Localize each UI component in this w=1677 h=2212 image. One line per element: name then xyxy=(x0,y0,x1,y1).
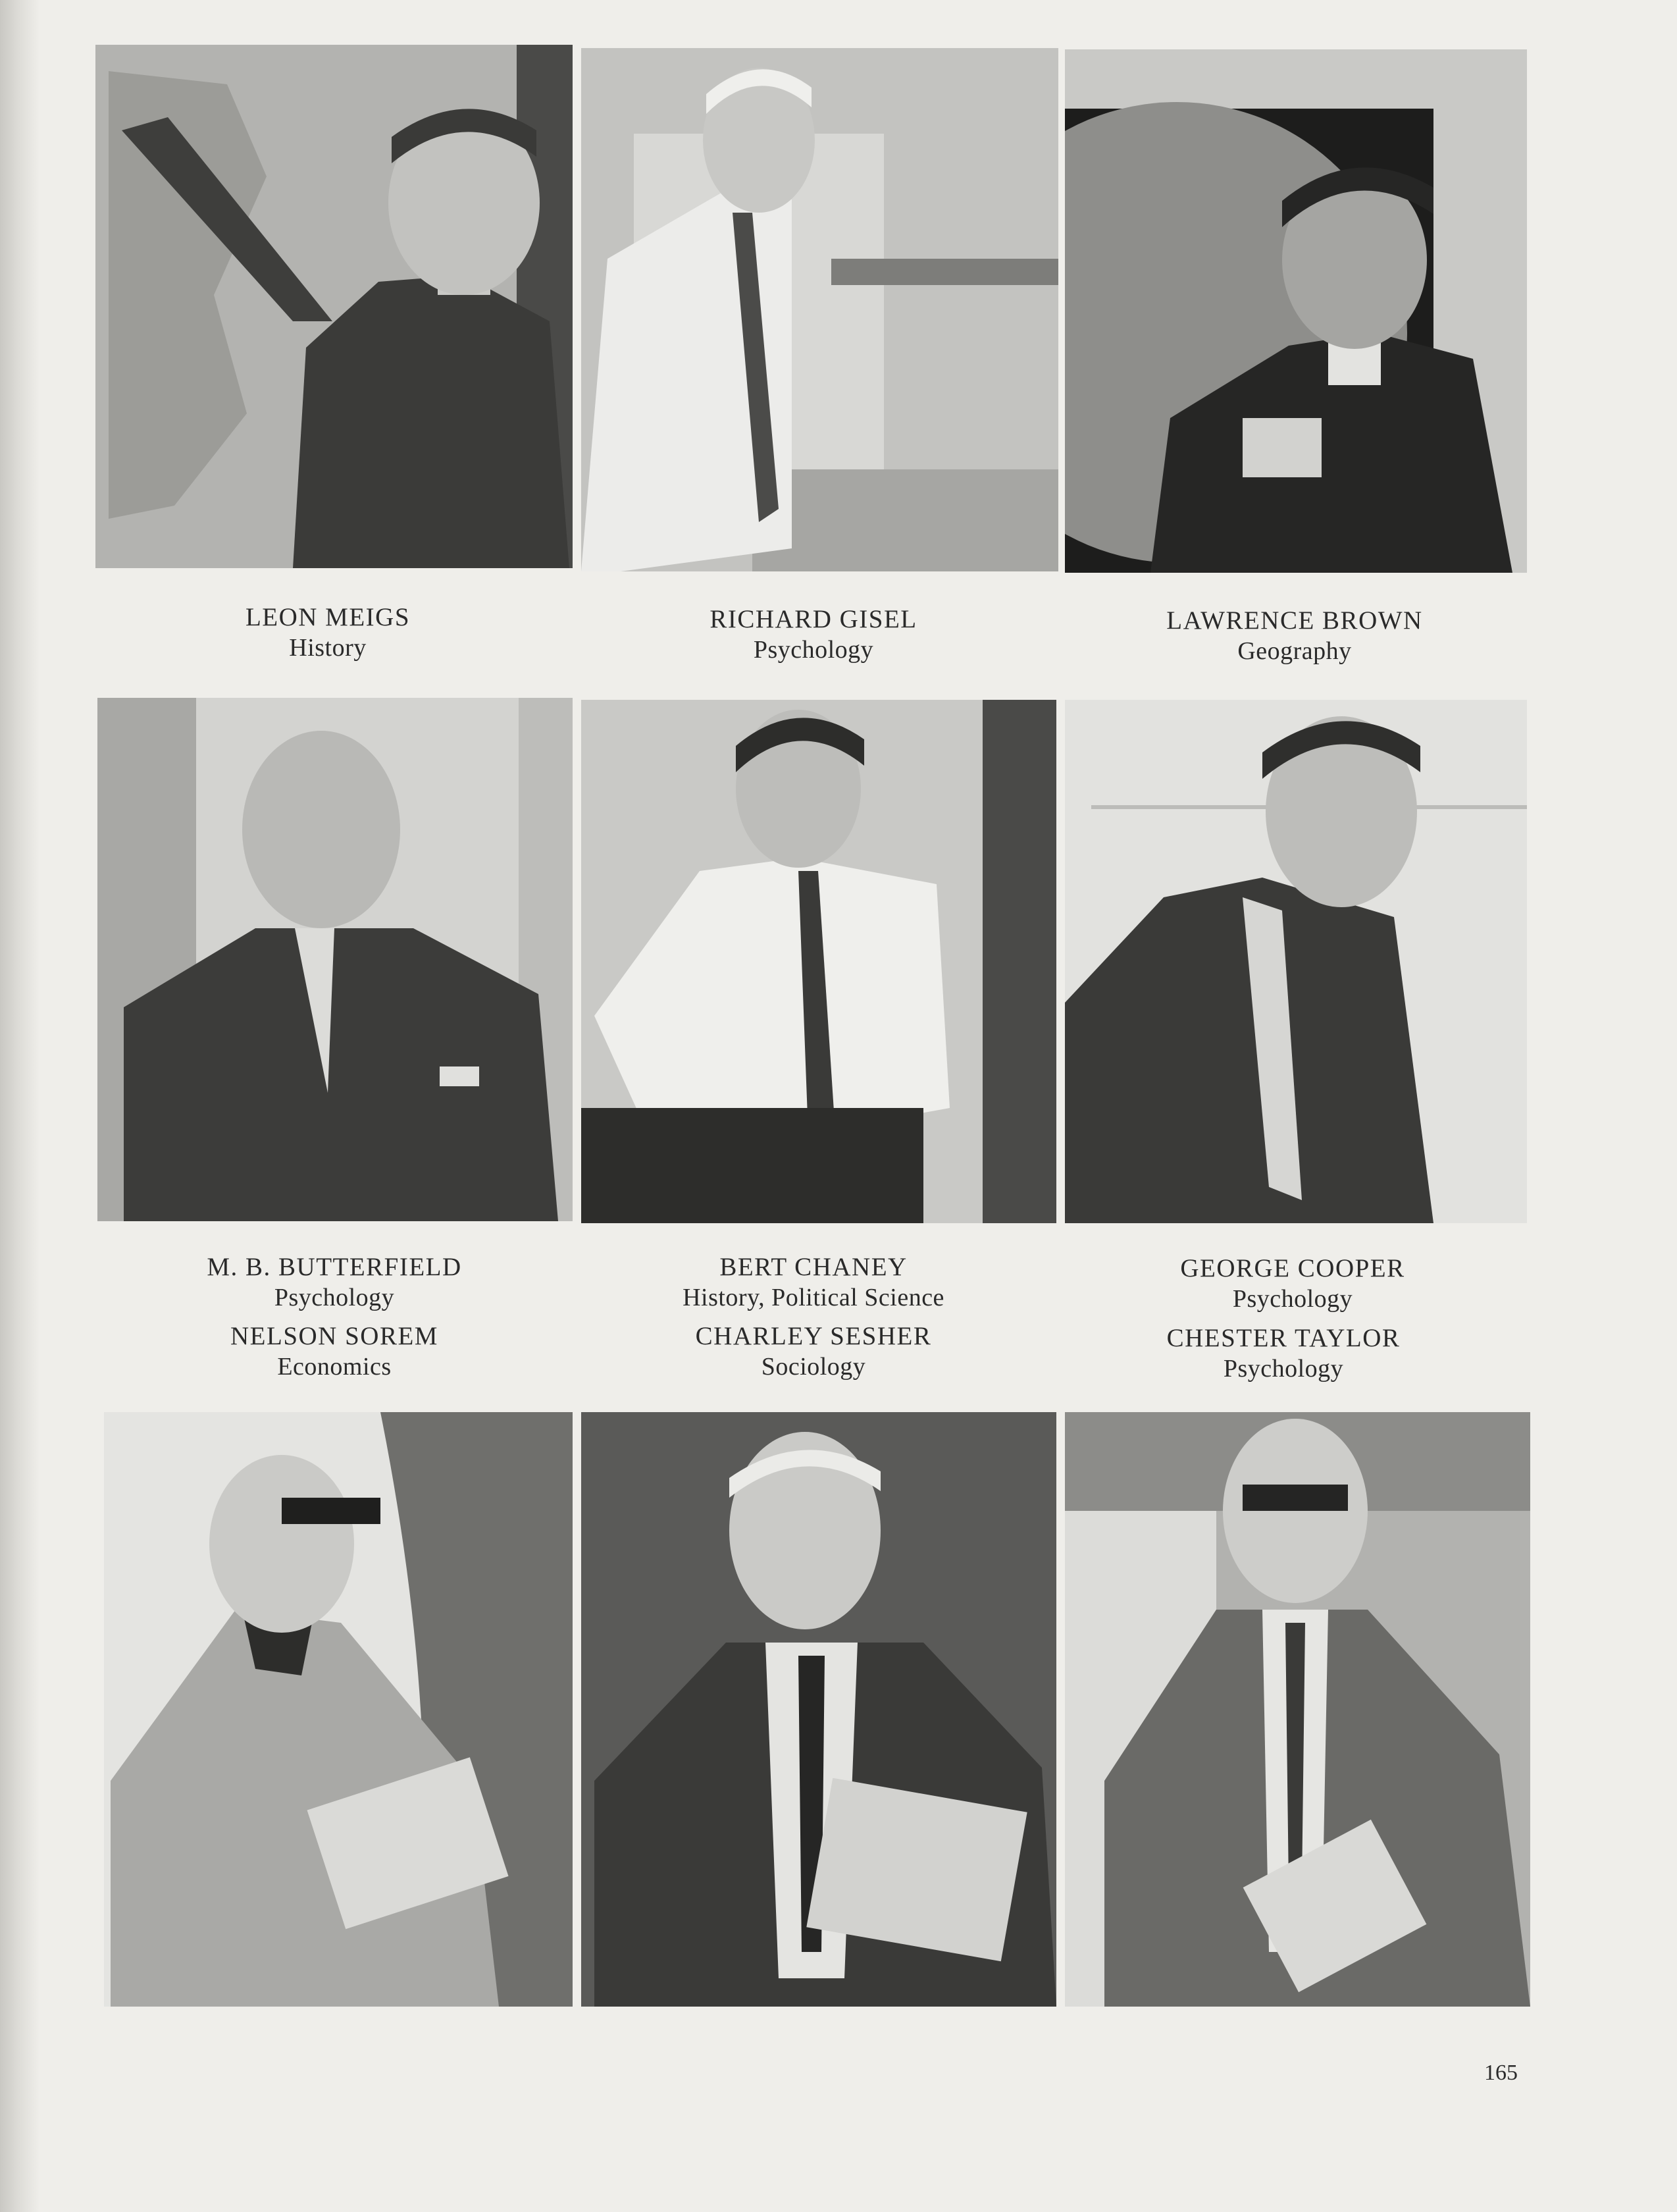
portrait-illustration xyxy=(581,1412,1056,2007)
portrait-illustration xyxy=(581,700,1056,1223)
caption-m-b-butterfield xyxy=(97,1252,571,1313)
faculty-department: Psychology xyxy=(274,1284,395,1311)
faculty-name: RICHARD GISEL xyxy=(710,605,917,633)
photo-richard-gisel xyxy=(581,48,1058,571)
photo-charley-sesher xyxy=(581,1412,1056,2007)
faculty-department: Geography xyxy=(1237,637,1352,665)
caption-lawrence-brown xyxy=(1058,606,1532,666)
faculty-department: History xyxy=(289,634,367,662)
binding-shadow xyxy=(0,0,39,2212)
caption-charley-sesher xyxy=(577,1321,1050,1382)
faculty-name: NELSON SOREM xyxy=(230,1322,438,1350)
faculty-name: LAWRENCE BROWN xyxy=(1166,606,1423,635)
photo-m-b-butterfield xyxy=(97,698,573,1221)
caption-richard-gisel xyxy=(577,604,1050,665)
photo-george-cooper xyxy=(1065,700,1527,1223)
page-number: 165 xyxy=(1484,2061,1518,2085)
caption-george-cooper xyxy=(1056,1253,1530,1314)
photo-leon-meigs xyxy=(95,45,573,568)
caption-leon-meigs xyxy=(91,602,565,663)
faculty-department: Psychology xyxy=(1232,1285,1353,1313)
portrait-illustration xyxy=(95,45,573,568)
caption-bert-chaney xyxy=(577,1252,1050,1313)
caption-nelson-sorem xyxy=(97,1321,571,1382)
portrait-illustration xyxy=(1065,700,1527,1223)
faculty-department: Psychology xyxy=(1223,1355,1344,1382)
photo-lawrence-brown xyxy=(1065,49,1527,573)
faculty-department: History, Political Science xyxy=(683,1284,944,1311)
faculty-name: M. B. BUTTERFIELD xyxy=(207,1253,462,1281)
faculty-name: CHARLEY SESHER xyxy=(695,1322,932,1350)
photo-bert-chaney xyxy=(581,700,1056,1223)
caption-chester-taylor xyxy=(1046,1323,1520,1384)
photo-chester-taylor xyxy=(1065,1412,1530,2007)
faculty-name: CHESTER TAYLOR xyxy=(1166,1324,1401,1352)
faculty-name: BERT CHANEY xyxy=(719,1253,908,1281)
portrait-illustration xyxy=(581,48,1058,571)
faculty-name: GEORGE COOPER xyxy=(1180,1254,1405,1282)
photo-nelson-sorem xyxy=(104,1412,573,2007)
portrait-illustration xyxy=(104,1412,573,2007)
faculty-department: Sociology xyxy=(761,1353,866,1381)
faculty-department: Psychology xyxy=(753,636,874,664)
portrait-illustration xyxy=(97,698,573,1221)
portrait-illustration xyxy=(1065,49,1527,573)
portrait-illustration xyxy=(1065,1412,1530,2007)
faculty-name: LEON MEIGS xyxy=(245,603,411,631)
faculty-department: Economics xyxy=(277,1353,392,1381)
